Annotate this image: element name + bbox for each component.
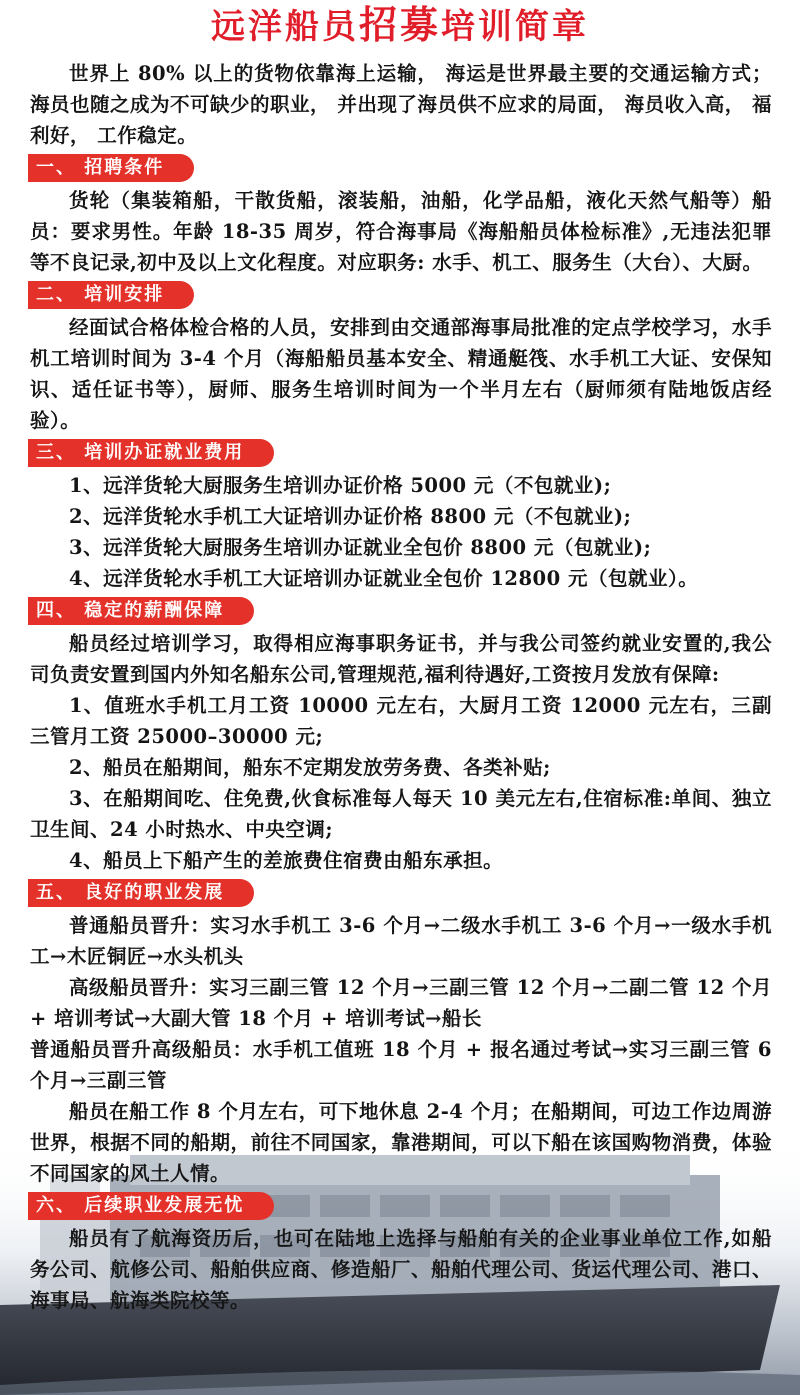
content xyxy=(30,58,772,1316)
section-heading-career: 五、 良好的职业发展 xyxy=(28,879,254,907)
section-heading-future: 六、 后续职业发展无忧 xyxy=(28,1192,274,1220)
salary-item-3: 3、在船期间吃、住免费,伙食标准每人每天 10 美元左右,住宿标准:单间、独立卫生间、24 小时热水、中央空调; xyxy=(30,787,772,841)
future-paragraph: 船员有了航海资历后，也可在陆地上选择与船舶有关的企业事业单位工作,如船务公司、航修公司、船舶供应商、修造船厂、船舶代理公司、货运代理公司、港口、海事局、航海类院校等。 xyxy=(30,1227,772,1312)
career-senior-promotion: 高级船员晋升：实习三副三管 12 个月→三副三管 12 个月→二副二管 12 个月 + 培训考试→大副大管 18 个月 + 培训考试→船长 xyxy=(30,976,772,1030)
fee-item-2: 2、远洋货轮水手机工大证培训办证价格 8800 元（不包就业); xyxy=(69,505,632,528)
salary-paragraph: 船员经过培训学习，取得相应海事职务证书，并与我公司签约就业安置的,我公司负责安置到国内外知名船东公司,管理规范,福利待遇好,工资按月发放有保障: xyxy=(30,632,772,686)
career-ordinary-promotion: 普通船员晋升：实习水手机工 3-6 个月→二级水手机工 3-6 个月→一级水手机工→木匠铜匠→水头机头 xyxy=(30,914,772,968)
fee-item-3: 3、远洋货轮大厨服务生培训办证就业全包价 8800 元（包就业); xyxy=(69,536,652,559)
requirements-paragraph: 货轮（集装箱船，干散货船，滚装船，油船，化学品船，液化天然气船等）船员：要求男性。年龄 18-35 周岁，符合海事局《海船船员体检标准》,无违法犯罪等不良记录,初中及以上文化程度。对应职务: 水手、机工、服务生（大台）、大厨。 xyxy=(30,189,772,274)
salary-item-4: 4、船员上下船产生的差旅费住宿费由船东承担。 xyxy=(69,849,504,872)
section-heading-salary: 四、 稳定的薪酬保障 xyxy=(28,597,254,625)
fee-item-1: 1、远洋货轮大厨服务生培训办证价格 5000 元（不包就业); xyxy=(69,474,612,497)
career-ordinary-to-senior: 普通船员晋升高级船员：水手机工值班 18 个月 + 报名通过考试→实习三副三管 6 个月→三副三管 xyxy=(30,1038,772,1092)
section-heading-training: 二、 培训安排 xyxy=(28,281,194,309)
salary-item-2: 2、船员在船期间，船东不定期发放劳务费、各类补贴; xyxy=(69,756,551,779)
section-heading-fees: 三、 培训办证就业费用 xyxy=(28,439,274,467)
page-title: 远洋船员招募培训简章 xyxy=(210,3,589,47)
intro-paragraph: 世界上 80% 以上的货物依靠海上运输， 海运是世界最主要的交通运输方式； 海员也随之成为不可缺少的职业， 并出现了海员供不应求的局面， 海员收入高， 福利好， 工作稳定。 xyxy=(30,62,772,147)
fee-item-4: 4、远洋货轮水手机工大证培训办证就业全包价 12800 元（包就业）。 xyxy=(69,567,699,590)
section-heading-requirements: 一、 招聘条件 xyxy=(28,154,194,182)
title-emphasis: 招募 xyxy=(358,3,441,47)
training-paragraph: 经面试合格体检合格的人员，安排到由交通部海事局批准的定点学校学习，水手机工培训时间为 3-4 个月（海船船员基本安全、精通艇筏、水手机工大证、安保知识、适任证书等），厨师、服务生培训时间为一个半月左右（厨师须有陆地饭店经验）。 xyxy=(30,316,772,432)
salary-item-1: 1、值班水手机工月工资 10000 元左右，大厨月工资 12000 元左右，三副三管月工资 25000–30000 元; xyxy=(30,694,772,748)
career-work-rest: 船员在船工作 8 个月左右，可下地休息 2-4 个月；在船期间，可边工作边周游世界，根据不同的船期，前往不同国家，靠港期间，可以下船在该国购物消费，体验不同国家的风土人情。 xyxy=(30,1100,772,1185)
